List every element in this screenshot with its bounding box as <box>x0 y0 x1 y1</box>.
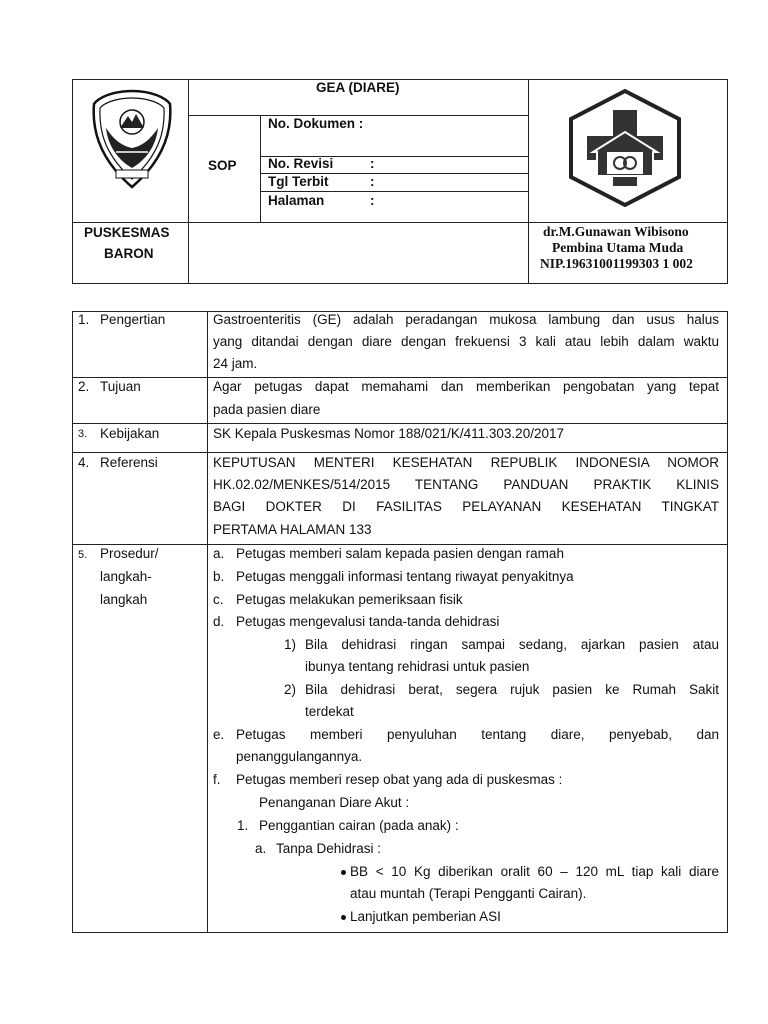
substep-text: Penggantian cairan (pada anak) : <box>259 818 459 833</box>
section-label: Tujuan <box>100 379 141 394</box>
section-text-line: KEPUTUSAN MENTERI KESEHATAN REPUBLIK INDONESIA NOMOR <box>213 455 719 470</box>
section-text-line: SK Kepala Puskesmas Nomor 188/021/K/411.303.20/2017 <box>213 426 564 441</box>
sop-label: SOP <box>208 158 237 173</box>
section-text-line: PERTAMA HALAMAN 133 <box>213 522 372 537</box>
step-text: Petugas melakukan pemeriksaan fisik <box>236 592 463 607</box>
substep-text: Tanpa Dehidrasi : <box>276 841 382 856</box>
bullet-text: atau muntah (Terapi Pengganti Cairan). <box>350 886 587 901</box>
section-number: 5. <box>78 549 88 561</box>
bullet-icon <box>341 915 346 920</box>
signer-rank: Pembina Utama Muda <box>552 240 684 255</box>
substep-text: ibunya tentang rehidrasi untuk pasien <box>305 659 530 674</box>
section-number: 3. <box>78 428 88 440</box>
signer-name: dr.M.Gunawan Wibisono <box>543 224 689 239</box>
step-subheading: Penanganan Diare Akut : <box>259 795 410 810</box>
bullet-text: Lanjutkan pemberian ASI <box>350 909 501 924</box>
step-text: Petugas memberi penyuluhan tentang diare, penyebab, dan <box>236 727 719 742</box>
step-text: penanggulangannya. <box>236 749 363 764</box>
bullet-icon <box>341 870 346 875</box>
section-label: Prosedur/ <box>100 546 159 561</box>
step-marker: d. <box>213 614 225 629</box>
section-number: 2. <box>78 379 90 394</box>
substep-marker: 1) <box>284 637 297 652</box>
step-text: Petugas memberi resep obat yang ada di puskesmas : <box>236 772 563 787</box>
org-name-line1: PUSKESMAS <box>84 225 170 240</box>
section-label: Referensi <box>100 455 158 470</box>
section-number: 4. <box>78 455 90 470</box>
tgl-terbit-colon: : <box>370 174 375 189</box>
section-text-line: yang ditandai dengan diare dengan frekuensi 3 kali atau lebih dalam waktu <box>213 334 719 349</box>
step-marker: f. <box>213 772 221 787</box>
puskesmas-cross-icon <box>567 88 683 208</box>
substep-text: terdekat <box>305 704 354 719</box>
halaman-colon: : <box>370 193 375 208</box>
section-text-line: Agar petugas dapat memahami dan memberikan pengobatan yang tepat <box>213 379 719 394</box>
document-title: GEA (DIARE) <box>316 80 400 95</box>
section-label: Kebijakan <box>100 426 160 441</box>
step-marker: c. <box>213 592 224 607</box>
halaman-label: Halaman <box>268 193 325 208</box>
step-marker: b. <box>213 569 225 584</box>
section-text-line: HK.02.02/MENKES/514/2015 TENTANG PANDUAN PRAKTIK KLINIS <box>213 477 719 492</box>
bullet-text: BB < 10 Kg diberikan oralit 60 – 120 mL tiap kali diare <box>350 864 719 879</box>
no-dokumen-label: No. Dokumen : <box>268 116 364 131</box>
section-label: langkah <box>100 592 148 607</box>
regency-emblem-icon <box>86 88 178 190</box>
substep-marker: 1. <box>237 818 249 833</box>
section-text-line: 24 jam. <box>213 356 258 371</box>
section-label: langkah- <box>100 569 152 584</box>
org-name-line2: BARON <box>104 246 154 261</box>
step-marker: a. <box>213 546 225 561</box>
substep-text: Bila dehidrasi ringan sampai sedang, ajarkan pasien atau <box>305 637 719 652</box>
substep-marker: a. <box>255 841 267 856</box>
signer-nip: NIP.19631001199303 1 002 <box>540 256 693 271</box>
substep-text: Bila dehidrasi berat, segera rujuk pasien ke Rumah Sakit <box>305 682 719 697</box>
tgl-terbit-label: Tgl Terbit <box>268 174 329 189</box>
section-number: 1. <box>78 312 90 327</box>
section-text-line: Gastroenteritis (GE) adalah peradangan mukosa lambung dan usus halus <box>213 312 719 327</box>
substep-marker: 2) <box>284 682 297 697</box>
no-revisi-colon: : <box>370 156 375 171</box>
section-label: Pengertian <box>100 312 166 327</box>
step-text: Petugas mengevalusi tanda-tanda dehidrasi <box>236 614 500 629</box>
section-text-line: BAGI DOKTER DI FASILITAS PELAYANAN KESEHATAN TINGKAT <box>213 499 719 514</box>
step-text: Petugas menggali informasi tentang riwayat penyakitnya <box>236 569 574 584</box>
no-revisi-label: No. Revisi <box>268 156 334 171</box>
step-text: Petugas memberi salam kepada pasien dengan ramah <box>236 546 564 561</box>
step-marker: e. <box>213 727 225 742</box>
section-text-line: pada pasien diare <box>213 402 321 417</box>
